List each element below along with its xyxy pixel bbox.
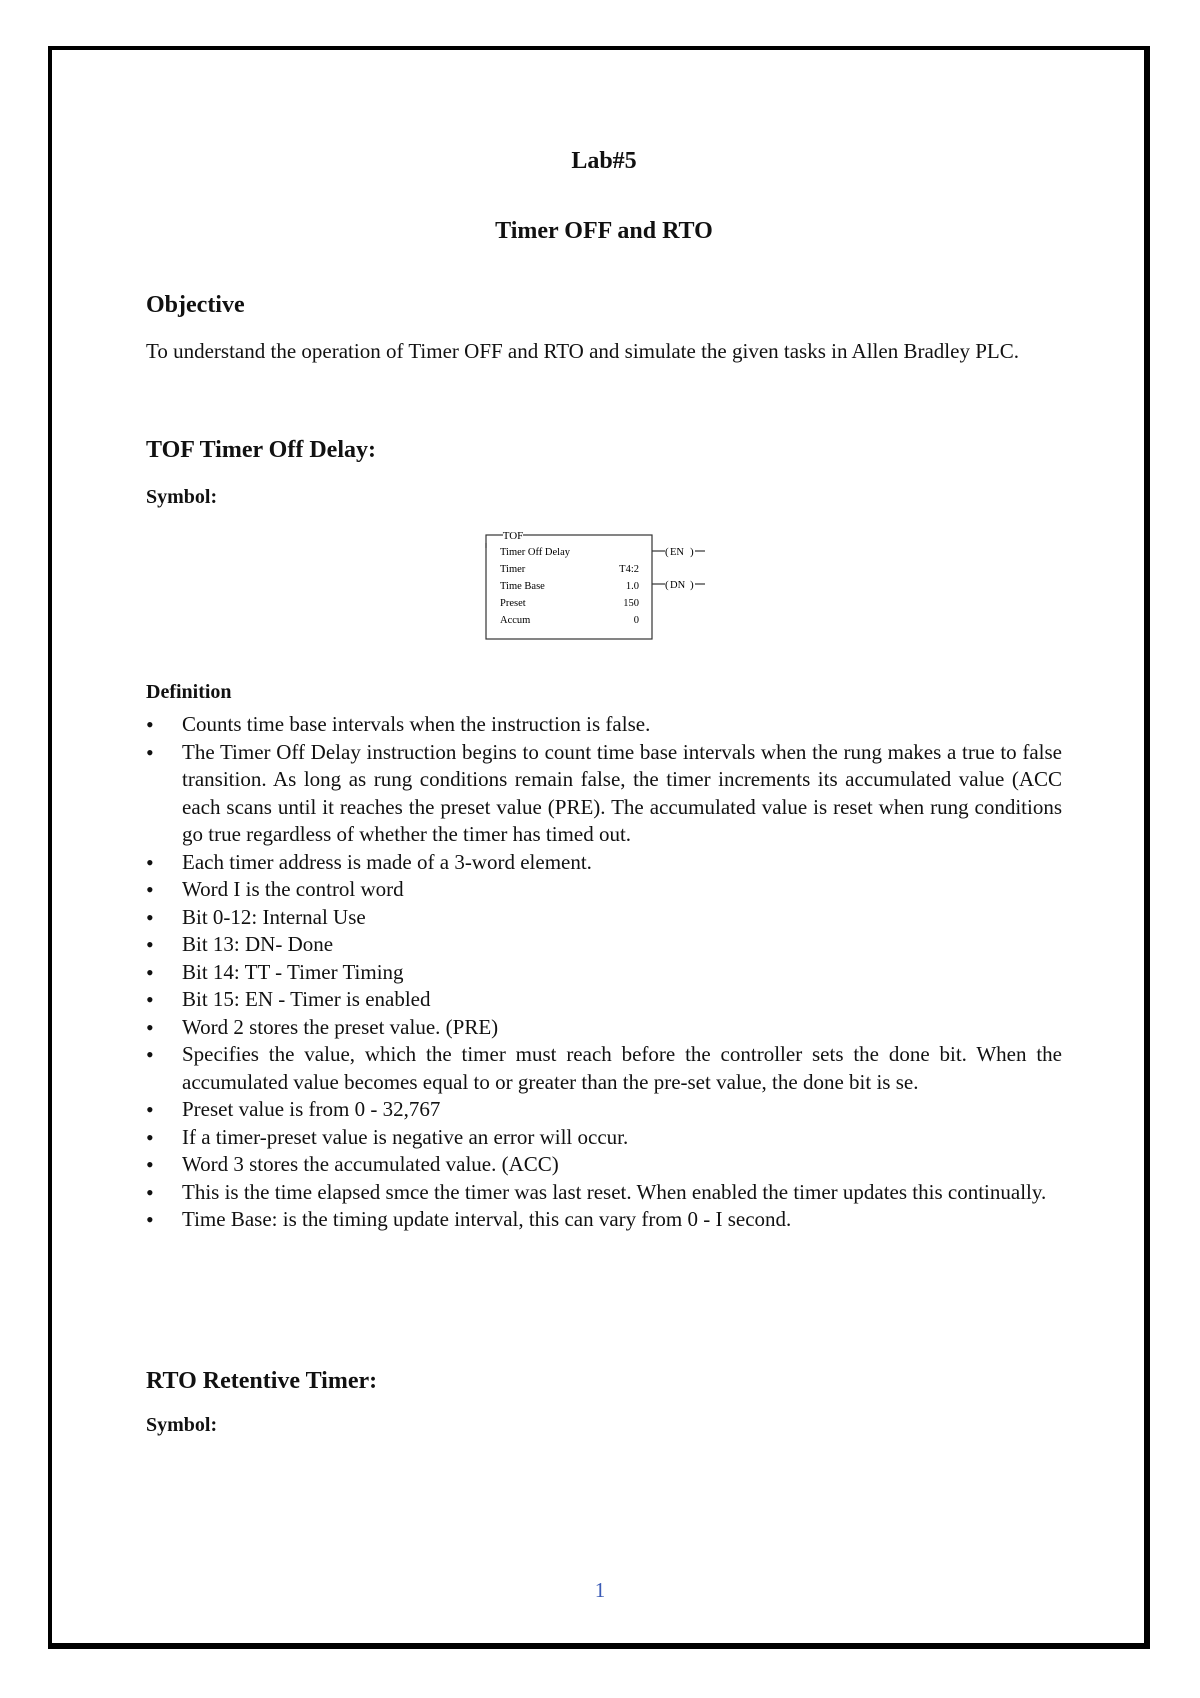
- tof-row-label-accum: Accum: [500, 615, 531, 626]
- definition-item: • If a timer-preset value is negative an error will occur.: [146, 1124, 1062, 1152]
- tof-block-name: TOF: [502, 530, 524, 542]
- tof-output-dn-open: (: [665, 579, 669, 591]
- definition-item: • Preset value is from 0 - 32,767: [146, 1096, 1062, 1124]
- page-number: 1: [594, 1578, 606, 1602]
- document-title: Timer OFF and RTO: [495, 218, 713, 244]
- tof-row-label-timer: Timer: [500, 564, 526, 575]
- tof-heading: TOF Timer Off Delay:: [146, 437, 376, 463]
- definition-item: • The Timer Off Delay instruction begins to count time base intervals when the rung makes a true to false transition. As long as rung conditions remain false, the timer increments its accumulated value (ACC each scans until it reaches the preset value (PRE). The accumulated value is reset when rung conditions go true regardless of whether the timer has timed out.: [146, 739, 1062, 849]
- tof-row-value-timebase: 1.0: [625, 581, 639, 592]
- definition-item: • Word I is the control word: [146, 876, 1062, 904]
- tof-output-dn-close: ): [690, 579, 694, 591]
- definition-label: Definition: [146, 681, 232, 703]
- tof-row-label-preset: Preset: [500, 598, 526, 609]
- definition-item: • Word 2 stores the preset value. (PRE): [146, 1014, 1062, 1042]
- definition-item: • Word 3 stores the accumulated value. (ACC): [146, 1151, 1062, 1179]
- tof-block-description: Timer Off Delay: [500, 547, 570, 558]
- tof-output-en-close: ): [690, 546, 694, 558]
- definition-item: • Counts time base intervals when the instruction is false.: [146, 711, 1062, 739]
- tof-output-dn: DN: [670, 580, 686, 591]
- definition-item: • Specifies the value, which the timer must reach before the controller sets the done bit. When the accumulated value becomes equal to or greater than the pre-set value, the done bit is se.: [146, 1041, 1062, 1096]
- tof-output-en-open: (: [665, 546, 669, 558]
- tof-output-en: EN: [670, 547, 684, 558]
- tof-row-label-timebase: Time Base: [500, 581, 545, 592]
- definition-item: • Each timer address is made of a 3-word element.: [146, 849, 1062, 877]
- tof-row-value-preset: 150: [623, 598, 639, 609]
- definition-item: • Bit 0-12: Internal Use: [146, 904, 1062, 932]
- tof-row-value-timer: T4:2: [619, 564, 639, 575]
- definition-item: • This is the time elapsed smce the timer was last reset. When enabled the timer updates this continually.: [146, 1179, 1062, 1207]
- tof-symbol-diagram: [485, 526, 725, 641]
- tof-row-value-accum: 0: [633, 615, 639, 626]
- rto-heading: RTO Retentive Timer:: [146, 1368, 378, 1394]
- definition-item: • Time Base: is the timing update interval, this can vary from 0 - I second.: [146, 1206, 1062, 1234]
- definition-list: [146, 711, 1062, 1234]
- rto-symbol-label: Symbol:: [146, 1414, 218, 1436]
- lab-title: Lab#5: [571, 148, 637, 174]
- objective-heading: Objective: [146, 292, 245, 318]
- objective-text: To understand the operation of Timer OFF and RTO and simulate the given tasks in Allen Bradley PLC.: [146, 339, 1019, 363]
- tof-symbol-label: Symbol:: [146, 486, 218, 508]
- definition-item: • Bit 15: EN - Timer is enabled: [146, 986, 1062, 1014]
- definition-item: • Bit 13: DN- Done: [146, 931, 1062, 959]
- definition-item: • Bit 14: TT - Timer Timing: [146, 959, 1062, 987]
